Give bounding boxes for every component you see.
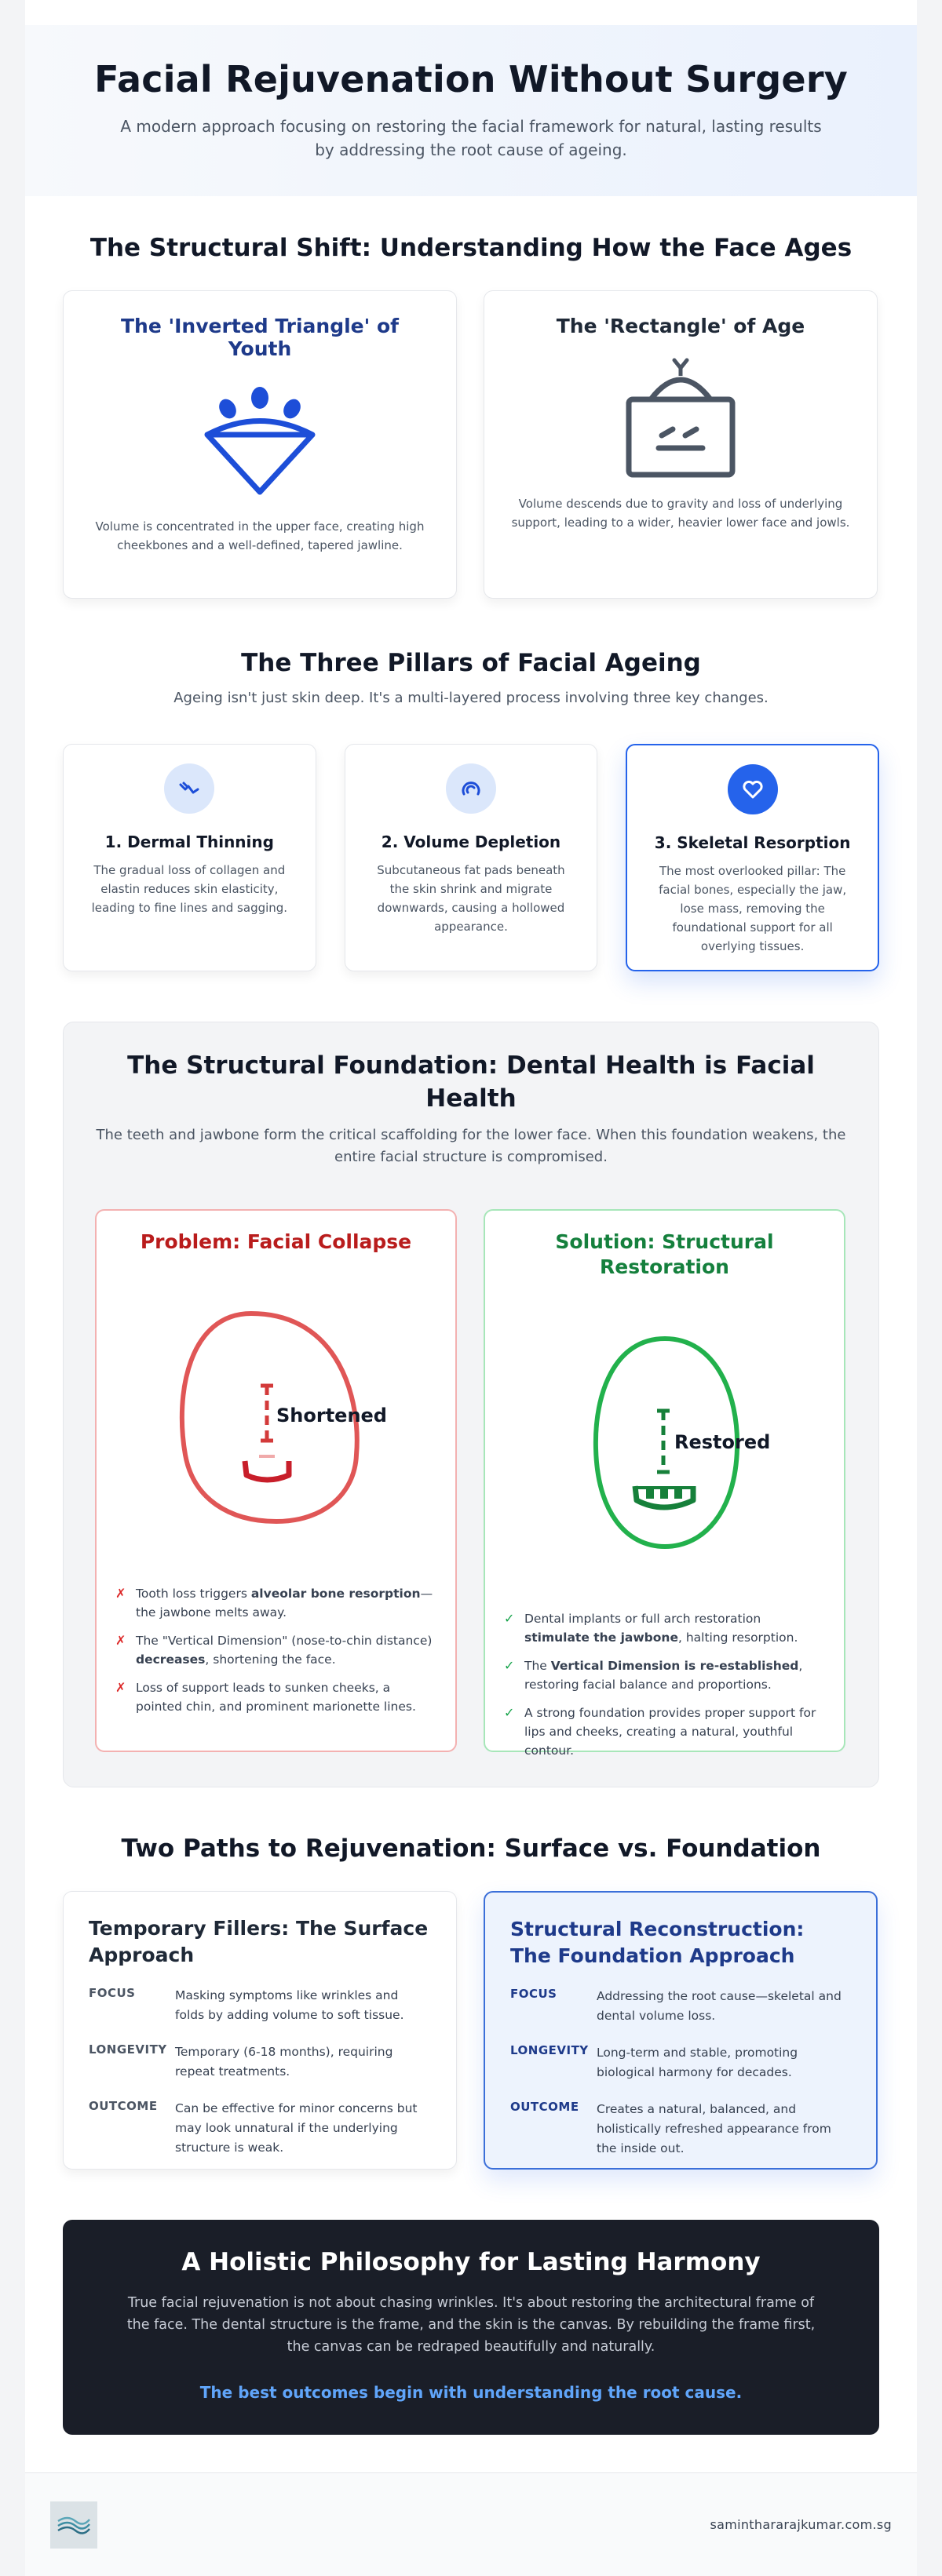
cross-icon: ✗ <box>115 1680 126 1695</box>
focus-row: FOCUS Addressing the root cause—skeletal and dental volume loss. <box>510 1987 842 2023</box>
footer <box>25 2472 917 2576</box>
age-card-title: The 'Rectangle' of Age <box>556 315 805 337</box>
shift-cards <box>63 290 879 599</box>
pillars-section <box>25 649 917 971</box>
holistic-panel <box>63 2220 879 2435</box>
solution-point: ✓ A strong foundation provides proper support for lips and cheeks, creating a natural, youthful contour. <box>504 1703 825 1760</box>
problem-point: ✗ Tooth loss triggers alveolar bone resorption—the jawbone melts away. <box>115 1584 436 1622</box>
pillars-subtitle: Ageing isn't just skin deep. It's a multi-layered process involving three key changes. <box>173 690 769 706</box>
inverted-triangle-icon <box>201 376 319 501</box>
cross-icon: ✗ <box>115 1633 126 1648</box>
site-link[interactable]: saminthararajkumar.com.sg <box>710 2517 892 2532</box>
fillers-card <box>63 1891 457 2170</box>
gauge-icon <box>446 763 496 814</box>
page-title: Facial Rejuvenation Without Surgery <box>94 58 848 100</box>
structural-shift-title: The Structural Shift: Understanding How the Face Ages <box>89 234 853 262</box>
outcome-row: OUTCOME Can be effective for minor concerns but may look unnatural if the underlying structure is weak. <box>89 2099 418 2155</box>
pillar-card-dermal <box>63 744 316 971</box>
pillar-text: Subcutaneous fat pads beneath the skin shrink and migrate downwards, causing a hollowed appearance. <box>377 863 565 934</box>
solution-card <box>484 1209 845 1758</box>
holistic-cta: The best outcomes begin with understanding the root cause. <box>199 2383 743 2402</box>
longevity-row: LONGEVITY Temporary (6-18 months), requiring repeat treatments. <box>89 2042 393 2079</box>
solution-point: ✓ Dental implants or full arch restoration stimulate the jawbone, halting resorption. <box>504 1609 825 1647</box>
heart-icon <box>728 764 778 814</box>
pillar-text: The most overlooked pillar: The facial bones, especially the jaw, lose mass, removing the foundational support for all overlying tissues. <box>659 864 847 953</box>
pillar-cards <box>63 744 879 971</box>
holistic-text: True facial rejuvenation is not about chasing wrinkles. It's about restoring the architectural frame of the face. The dental structure is the frame, and the skin is the canvas. By rebuilding the frame first, the canvas can be redraped beautifully and naturally. <box>126 2295 816 2355</box>
cross-icon: ✗ <box>115 1586 126 1601</box>
solution-point: ✓ The Vertical Dimension is re-established, restoring facial balance and proportions. <box>504 1656 825 1694</box>
longevity-row: LONGEVITY Long-term and stable, promoting biological harmony for decades. <box>510 2043 798 2079</box>
pillar-title: 2. Volume Depletion <box>381 833 561 851</box>
check-icon: ✓ <box>504 1658 515 1673</box>
structural-shift-section <box>25 234 917 599</box>
age-card-text: Volume descends due to gravity and loss of underlying support, leading to a wider, heavier lower face and jowls. <box>511 497 850 530</box>
holistic-title: A Holistic Philosophy for Lasting Harmony <box>181 2248 761 2276</box>
dental-cards <box>95 1209 847 1758</box>
outcome-row: OUTCOME Creates a natural, balanced, and holistically refreshed appearance from the inside out. <box>510 2100 831 2155</box>
rectangle-face-icon <box>618 349 743 483</box>
dental-section <box>63 1022 879 1787</box>
focus-row: FOCUS Masking symptoms like wrinkles and folds by adding volume to soft tissue. <box>89 1986 404 2022</box>
shortened-label: Shortened <box>276 1405 387 1426</box>
dental-title: The Structural Foundation: Dental Health is Facial Health <box>127 1051 815 1113</box>
problem-title: Problem: Facial Collapse <box>140 1230 412 1253</box>
pillar-text: The gradual loss of collagen and elastin reduces skin elasticity, leading to fine lines and sagging. <box>91 863 288 915</box>
pillar-card-volume <box>345 744 598 971</box>
fillers-title: Temporary Fillers: The Surface Approach <box>89 1917 429 1966</box>
skin-wave-icon <box>164 763 214 814</box>
hero-header <box>25 25 917 196</box>
paths-title: Two Paths to Rejuvenation: Surface vs. Foundation <box>121 1835 821 1863</box>
problem-card <box>95 1209 457 1752</box>
paths-section <box>25 1835 917 2170</box>
path-cards <box>63 1891 879 2170</box>
collapsed-face-diagram <box>159 1298 394 1541</box>
wave-logo-icon[interactable] <box>50 2501 97 2549</box>
dental-subtitle: The teeth and jawbone form the critical scaffolding for the lower face. When this foundation weakens, the entire facial structure is compromised. <box>96 1127 846 1165</box>
pillars-title: The Three Pillars of Facial Ageing <box>241 649 701 677</box>
restored-face-diagram <box>547 1323 783 1566</box>
youth-card <box>63 290 457 599</box>
check-icon: ✓ <box>504 1705 515 1720</box>
solution-points <box>504 1609 825 1760</box>
problem-points <box>115 1584 436 1716</box>
problem-point: ✗ Loss of support leads to sunken cheeks, a pointed chin, and prominent marionette lines. <box>115 1678 436 1716</box>
youth-card-text: Volume is concentrated in the upper face, creating high cheekbones and a well-defined, tapered jawline. <box>95 519 425 552</box>
reconstruction-card <box>484 1891 878 2170</box>
pillar-title: 3. Skeletal Resorption <box>654 833 851 852</box>
check-icon: ✓ <box>504 1611 515 1626</box>
solution-title: Solution: Structural Restoration <box>555 1230 774 1278</box>
page <box>25 0 917 2576</box>
pillar-title: 1. Dermal Thinning <box>104 833 274 851</box>
youth-card-title: The 'Inverted Triangle' of Youth <box>120 315 400 360</box>
problem-point: ✗ The "Vertical Dimension" (nose-to-chin distance) decreases, shortening the face. <box>115 1631 436 1669</box>
reconstruction-title: Structural Reconstruction: The Foundation Approach <box>510 1918 805 1967</box>
age-card <box>484 290 878 599</box>
page-subtitle: A modern approach focusing on restoring the facial framework for natural, lasting results by addressing the root cause of ageing. <box>120 117 822 159</box>
pillar-card-skeletal <box>626 744 879 971</box>
restored-label: Restored <box>674 1431 770 1453</box>
